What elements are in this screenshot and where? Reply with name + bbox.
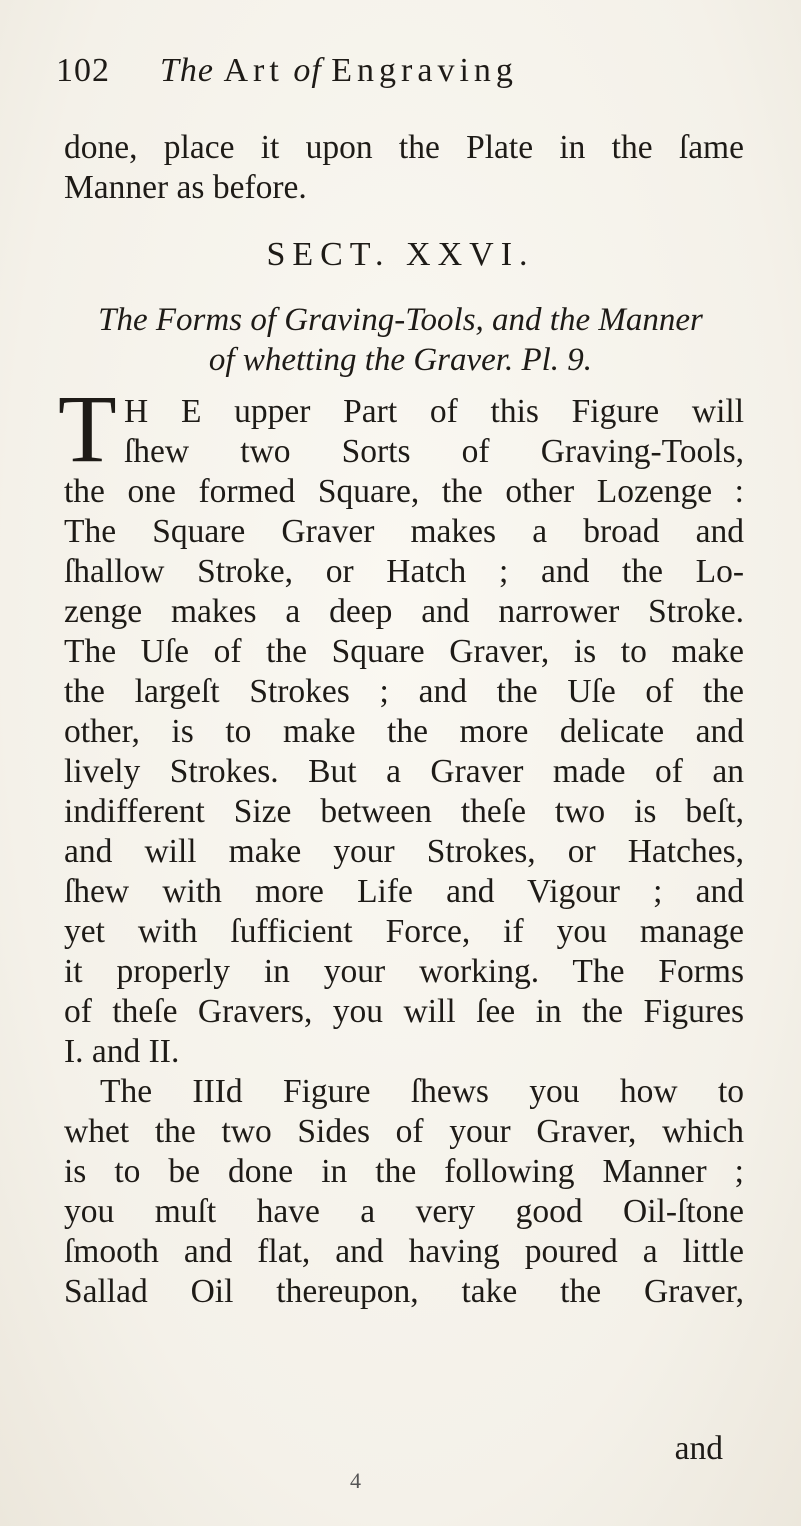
text-line: ſhew with more Life and Vigour ; and (64, 873, 744, 910)
text-line: I. and II. (64, 1033, 180, 1070)
text-line: The Uſe of the Square Graver, is to make (64, 633, 744, 670)
drop-cap: T (58, 375, 117, 482)
section-heading: SECT. XXVI. (266, 236, 535, 273)
running-title-the: The (160, 52, 214, 89)
section-title-line-1: The Forms of Graving-Tools, and the Manner (98, 302, 703, 338)
text-line: other, is to make the more delicate and (64, 713, 744, 750)
text-line: of theſe Gravers, you will ſee in the Figures (64, 993, 744, 1030)
running-header (56, 52, 756, 96)
text-line: lively Strokes. But a Graver made of an (64, 753, 744, 790)
text-line: ſhallow Stroke, or Hatch ; and the Lo- (64, 553, 744, 590)
section-title-line-2: of whetting the Graver. Pl. 9. (208, 342, 593, 378)
text-line: you muſt have a very good Oil-ſtone (64, 1193, 744, 1230)
text-line: yet with ſufficient Force, if you manage (64, 913, 744, 950)
text-line: zenge makes a deep and narrower Stroke. (64, 593, 744, 630)
text-line: ſmooth and flat, and having poured a little (64, 1233, 744, 1270)
text-line: Sallad Oil thereupon, take the Graver, (64, 1273, 744, 1310)
running-title-art: Art (223, 52, 284, 89)
text-line: done, place it upon the Plate in the ſame (64, 129, 744, 166)
text-line: The Square Graver makes a broad and (64, 513, 744, 550)
text-line: the largeſt Strokes ; and the Uſe of the (64, 673, 744, 710)
text-line: indifferent Size between theſe two is beſt, (64, 793, 744, 830)
signature-mark: 4 (350, 1468, 361, 1493)
running-title (160, 52, 518, 90)
text-line: is to be done in the following Manner ; (64, 1153, 744, 1190)
text-line: ſhew two Sorts of Graving-Tools, (124, 433, 744, 470)
text-line: it properly in your working. The Forms (64, 953, 744, 990)
text-line: and will make your Strokes, or Hatches, (64, 833, 744, 870)
text-line: whet the two Sides of your Graver, which (64, 1113, 744, 1150)
paragraph-2 (64, 1112, 744, 1312)
paragraph-1-indented (124, 392, 744, 472)
continuation-text (64, 128, 744, 208)
text-line: the one formed Square, the other Lozenge : (64, 473, 744, 510)
running-title-engraving: Engraving (331, 52, 518, 89)
text-line: H E upper Part of this Figure will (124, 393, 744, 430)
text-line: Manner as before. (64, 169, 307, 206)
text-line: The IIId Figure ſhews you how to (100, 1073, 744, 1110)
running-title-of: of (293, 52, 322, 89)
catchword: and (674, 1430, 723, 1467)
paragraph-1 (64, 472, 744, 1072)
page-number: 102 (56, 52, 110, 89)
paragraph-2-first-line (100, 1072, 744, 1112)
